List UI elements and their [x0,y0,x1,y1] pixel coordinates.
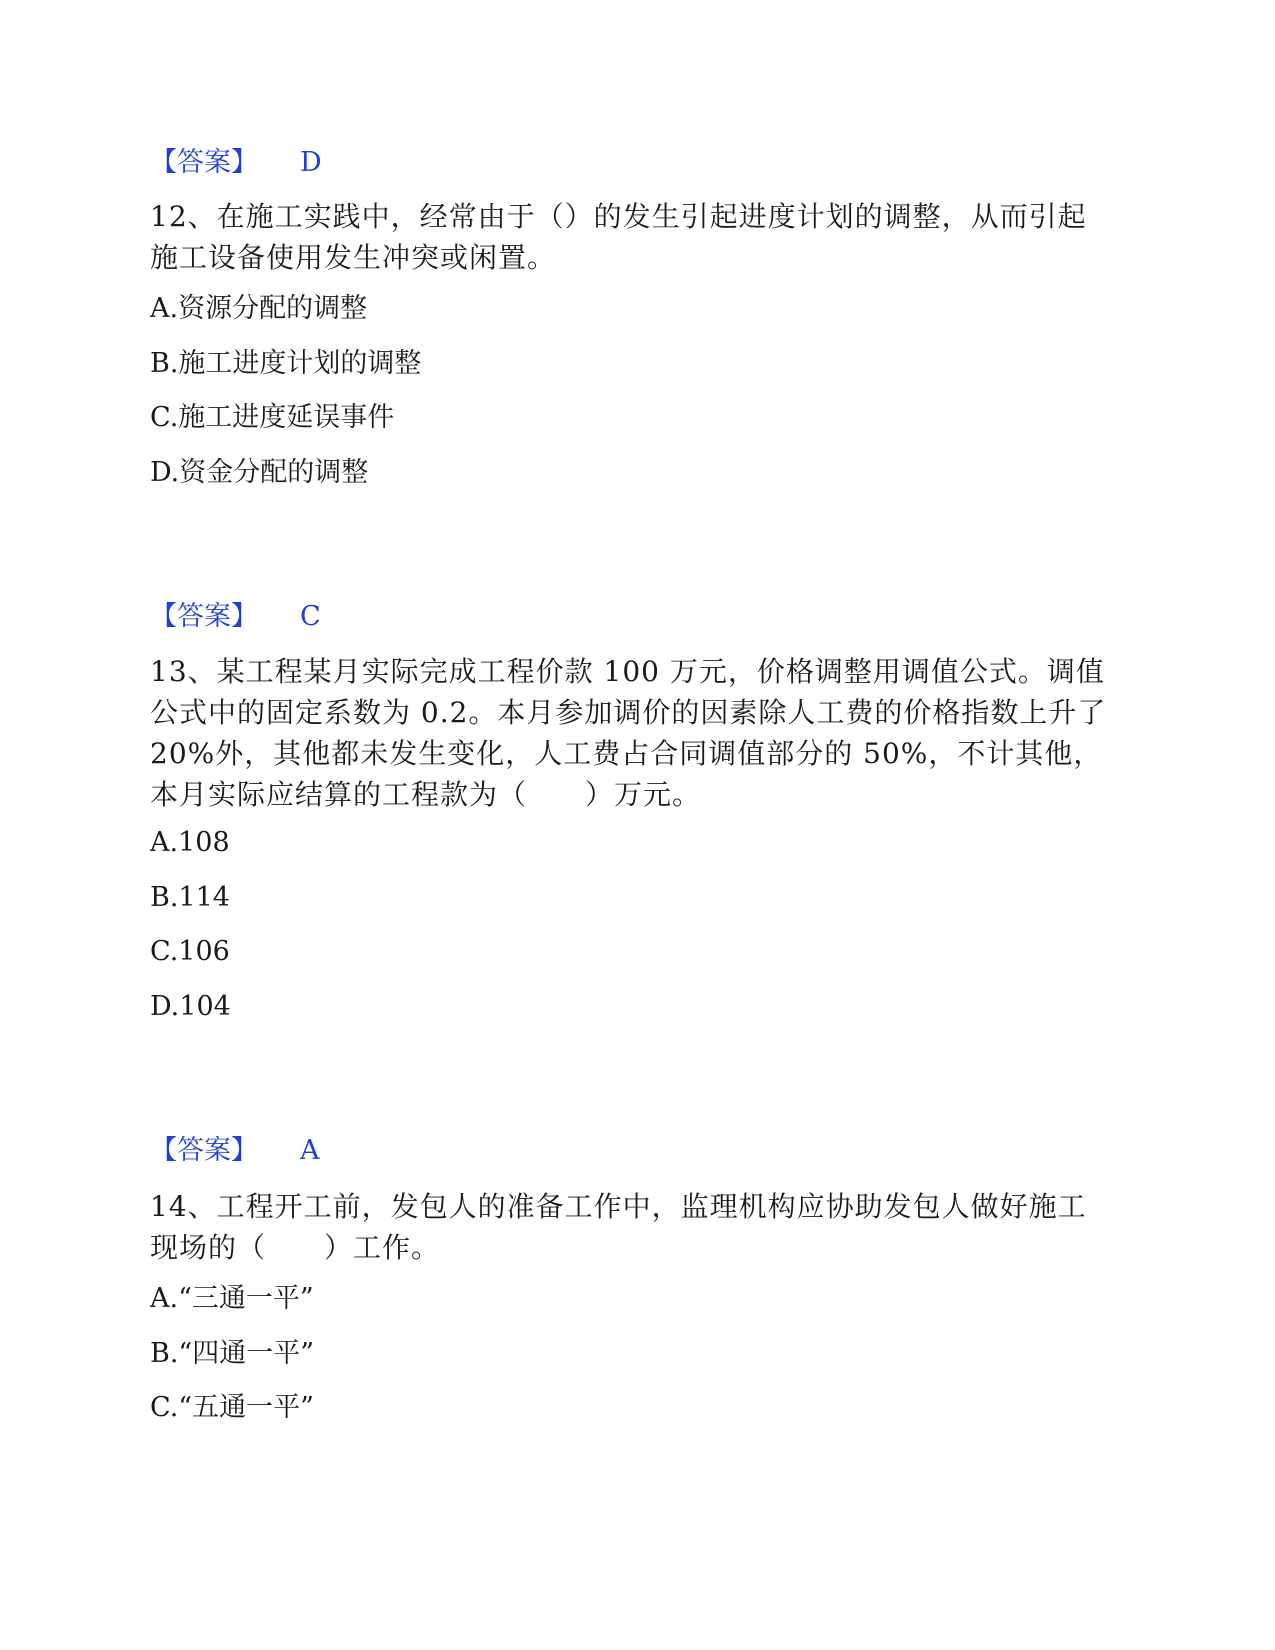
answer-value: A [300,1135,320,1166]
question-13-option-d: D.104 [150,991,231,1022]
answer-value: C [300,601,321,632]
answer-label: 【答案】 [150,601,258,632]
question-14-option-a: A.“三通一平” [150,1283,314,1314]
question-14-option-b: B.“四通一平” [150,1338,315,1369]
question-12-option-c: C.施工进度延误事件 [150,402,395,433]
answer-line [150,1135,320,1167]
question-13-option-c: C.106 [150,936,230,967]
answer-line [150,147,322,179]
question-12-option-a: A.资源分配的调整 [150,293,368,324]
answer-label: 【答案】 [150,1135,258,1166]
question-12-text: 12、在施工实践中，经常由于（）的发生引起进度计划的调整，从而引起施工设备使用发生冲突或闲置。 [150,200,1087,274]
question-13-option-a: A.108 [150,827,230,858]
question-14-text: 14、工程开工前，发包人的准备工作中，监理机构应协助发包人做好施工现场的（ ）工作。 [150,1190,1087,1264]
answer-line [150,601,321,633]
question-12-option-b: B.施工进度计划的调整 [150,348,422,379]
answer-label: 【答案】 [150,147,258,178]
question-12-option-d: D.资金分配的调整 [150,457,369,488]
question-14-option-c: C.“五通一平” [150,1392,314,1423]
question-13-option-b: B.114 [150,882,230,913]
answer-value: D [300,147,322,178]
question-13-text: 13、某工程某月实际完成工程价款 100 万元，价格调整用调值公式。调值公式中的固定系数为 0.2。本月参加调价的因素除人工费的价格指数上升了 20%外，其他都未发生变化，人工费占合同调值部分的 50%，不计其他，本月实际应结算的工程款为（ ）万元。 [150,655,1107,811]
